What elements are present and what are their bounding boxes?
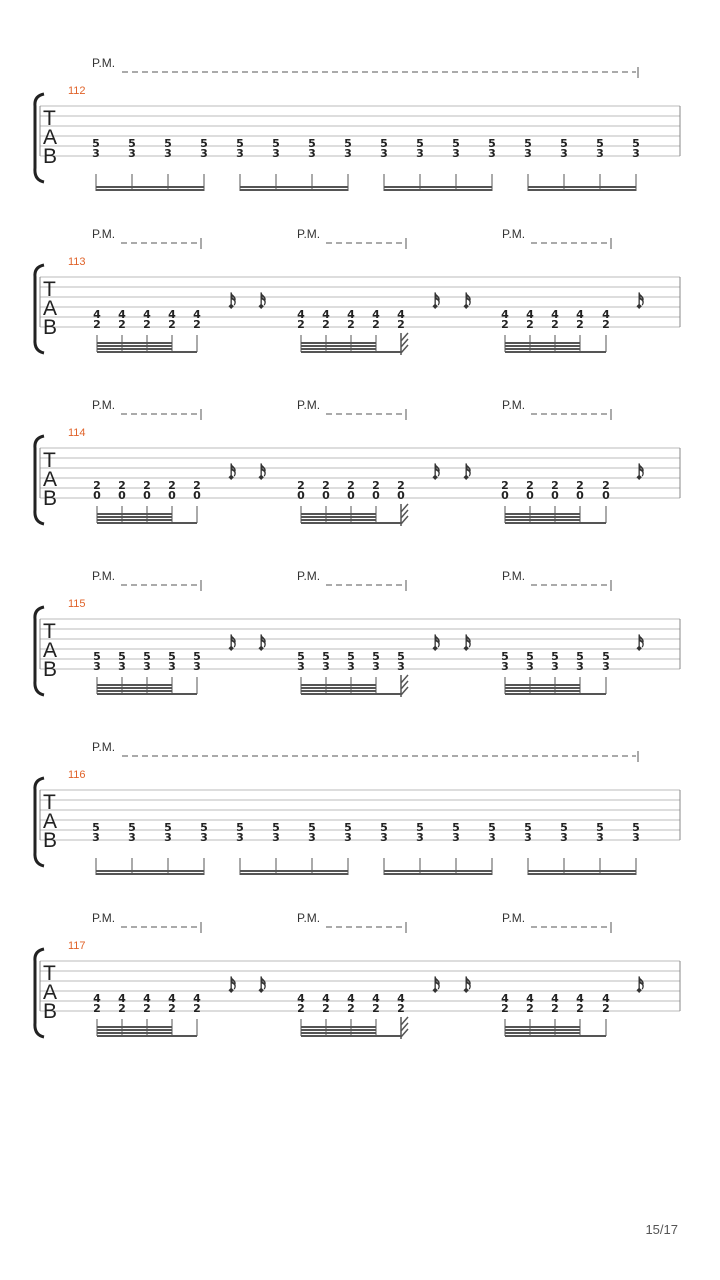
fret-number: 2 — [297, 479, 305, 492]
fret-number: 3 — [488, 831, 496, 844]
fret-number: 5 — [93, 650, 101, 663]
fret-number: 5 — [632, 821, 640, 834]
fret-number: 2 — [322, 479, 330, 492]
fret-number: 5 — [297, 650, 305, 663]
fret-number: 0 — [501, 489, 509, 502]
fret-number: 4 — [551, 992, 559, 1005]
palm-mute-label: P.M. — [92, 398, 116, 412]
fret-number: 3 — [118, 660, 126, 673]
fret-number: 5 — [560, 821, 568, 834]
fret-number: 2 — [526, 479, 534, 492]
fret-number: 5 — [236, 821, 244, 834]
palm-mute-label: P.M. — [502, 227, 526, 241]
fret-number: 5 — [200, 137, 208, 150]
fret-number: 3 — [596, 831, 604, 844]
rest-symbol: 𝆺𝅥𝅯 — [463, 461, 472, 485]
fret-number: 5 — [164, 137, 172, 150]
fret-number: 3 — [596, 147, 604, 160]
fret-number: 2 — [193, 479, 201, 492]
fret-number: 2 — [322, 318, 330, 331]
fret-number: 5 — [632, 137, 640, 150]
fret-number: 2 — [576, 1002, 584, 1015]
fret-number: 4 — [372, 992, 380, 1005]
palm-mute-label: P.M. — [297, 227, 321, 241]
fret-number: 2 — [168, 1002, 176, 1015]
rest-symbol: 𝆺𝅥𝅯 — [228, 290, 237, 314]
tab-clef-letter: A — [43, 639, 58, 662]
fret-number: 3 — [164, 147, 172, 160]
fret-number: 3 — [551, 660, 559, 673]
fret-number: 2 — [168, 318, 176, 331]
fret-number: 5 — [397, 650, 405, 663]
fret-number: 5 — [128, 137, 136, 150]
palm-mute-label: P.M. — [502, 911, 526, 925]
fret-number: 4 — [118, 308, 126, 321]
fret-number: 2 — [501, 479, 509, 492]
fret-number: 2 — [526, 1002, 534, 1015]
fret-number: 4 — [602, 308, 610, 321]
fret-number: 3 — [168, 660, 176, 673]
fret-number: 2 — [93, 1002, 101, 1015]
rest-symbol: 𝆺𝅥𝅯 — [258, 461, 267, 485]
fret-number: 2 — [501, 318, 509, 331]
fret-number: 3 — [236, 831, 244, 844]
fret-number: 4 — [576, 992, 584, 1005]
tab-clef-letter: A — [43, 468, 58, 491]
fret-number: 2 — [576, 479, 584, 492]
fret-number: 3 — [560, 831, 568, 844]
fret-number: 3 — [602, 660, 610, 673]
fret-number: 5 — [551, 650, 559, 663]
fret-number: 0 — [322, 489, 330, 502]
rest-symbol: 𝆺𝅥𝅯 — [432, 290, 441, 314]
fret-number: 3 — [272, 831, 280, 844]
fret-number: 3 — [560, 147, 568, 160]
palm-mute-label: P.M. — [502, 398, 526, 412]
fret-number: 3 — [128, 831, 136, 844]
tab-clef-letter: B — [43, 145, 58, 168]
rest-symbol: 𝆺𝅥𝅯 — [432, 974, 441, 998]
fret-number: 5 — [372, 650, 380, 663]
rest-symbol: 𝆺𝅥𝅯 — [258, 632, 267, 656]
fret-number: 3 — [416, 147, 424, 160]
fret-number: 2 — [143, 1002, 151, 1015]
fret-number: 2 — [347, 1002, 355, 1015]
fret-number: 4 — [397, 308, 405, 321]
tab-clef-letter: T — [43, 791, 56, 814]
fret-number: 5 — [560, 137, 568, 150]
tab-clef-letter: A — [43, 126, 58, 149]
fret-number: 2 — [602, 318, 610, 331]
fret-number: 5 — [344, 137, 352, 150]
measure-number: 116 — [68, 769, 86, 781]
fret-number: 2 — [322, 1002, 330, 1015]
fret-number: 5 — [488, 137, 496, 150]
fret-number: 3 — [272, 147, 280, 160]
fret-number: 2 — [93, 479, 101, 492]
fret-number: 2 — [143, 479, 151, 492]
fret-number: 3 — [164, 831, 172, 844]
palm-mute-label: P.M. — [92, 740, 116, 754]
fret-number: 5 — [602, 650, 610, 663]
fret-number: 2 — [347, 318, 355, 331]
fret-number: 3 — [576, 660, 584, 673]
palm-mute-label: P.M. — [92, 569, 116, 583]
fret-number: 5 — [596, 821, 604, 834]
fret-number: 3 — [632, 831, 640, 844]
rest-symbol: 𝆺𝅥𝅯 — [463, 632, 472, 656]
note-flag — [401, 333, 408, 355]
fret-number: 2 — [168, 479, 176, 492]
tab-clef-letter: A — [43, 810, 58, 833]
fret-number: 3 — [143, 660, 151, 673]
fret-number: 3 — [308, 147, 316, 160]
fret-number: 2 — [551, 1002, 559, 1015]
fret-number: 4 — [576, 308, 584, 321]
fret-number: 4 — [168, 992, 176, 1005]
palm-mute-label: P.M. — [92, 911, 116, 925]
fret-number: 2 — [397, 318, 405, 331]
fret-number: 3 — [372, 660, 380, 673]
fret-number: 5 — [452, 137, 460, 150]
fret-number: 3 — [380, 147, 388, 160]
fret-number: 3 — [344, 147, 352, 160]
fret-number: 5 — [308, 821, 316, 834]
fret-number: 4 — [143, 308, 151, 321]
palm-mute-label: P.M. — [502, 569, 526, 583]
fret-number: 0 — [118, 489, 126, 502]
fret-number: 4 — [526, 308, 534, 321]
fret-number: 4 — [397, 992, 405, 1005]
page-number: 15/17 — [645, 1222, 678, 1237]
fret-number: 5 — [380, 137, 388, 150]
fret-number: 2 — [118, 1002, 126, 1015]
tab-clef-letter: T — [43, 620, 56, 643]
fret-number: 3 — [200, 831, 208, 844]
rest-symbol: 𝆺𝅥𝅯 — [463, 974, 472, 998]
tab-clef-letter: B — [43, 1000, 58, 1023]
note-flag — [401, 1017, 408, 1039]
fret-number: 0 — [193, 489, 201, 502]
fret-number: 2 — [143, 318, 151, 331]
measure-number: 112 — [68, 85, 86, 97]
fret-number: 5 — [524, 137, 532, 150]
fret-number: 4 — [93, 992, 101, 1005]
tab-clef-letter: T — [43, 107, 56, 130]
fret-number: 0 — [576, 489, 584, 502]
fret-number: 5 — [380, 821, 388, 834]
fret-number: 4 — [501, 992, 509, 1005]
fret-number: 4 — [551, 308, 559, 321]
fret-number: 0 — [347, 489, 355, 502]
fret-number: 0 — [397, 489, 405, 502]
fret-number: 5 — [322, 650, 330, 663]
fret-number: 3 — [416, 831, 424, 844]
fret-number: 3 — [380, 831, 388, 844]
tab-clef-letter: B — [43, 487, 58, 510]
fret-number: 5 — [118, 650, 126, 663]
note-flag — [401, 504, 408, 526]
fret-number: 4 — [297, 992, 305, 1005]
rest-symbol: 𝆺𝅥𝅯 — [258, 974, 267, 998]
fret-number: 5 — [488, 821, 496, 834]
fret-number: 3 — [128, 147, 136, 160]
fret-number: 3 — [297, 660, 305, 673]
fret-number: 5 — [416, 137, 424, 150]
fret-number: 3 — [632, 147, 640, 160]
fret-number: 3 — [236, 147, 244, 160]
fret-number: 5 — [164, 821, 172, 834]
fret-number: 5 — [193, 650, 201, 663]
fret-number: 2 — [93, 318, 101, 331]
fret-number: 3 — [344, 831, 352, 844]
fret-number: 2 — [372, 479, 380, 492]
rest-symbol: 𝆺𝅥𝅯 — [636, 461, 645, 485]
fret-number: 0 — [143, 489, 151, 502]
fret-number: 2 — [526, 318, 534, 331]
rest-symbol: 𝆺𝅥𝅯 — [636, 632, 645, 656]
fret-number: 5 — [272, 821, 280, 834]
fret-number: 5 — [272, 137, 280, 150]
fret-number: 2 — [501, 1002, 509, 1015]
palm-mute-label: P.M. — [297, 569, 321, 583]
fret-number: 5 — [143, 650, 151, 663]
palm-mute-label: P.M. — [92, 56, 116, 70]
fret-number: 2 — [193, 1002, 201, 1015]
fret-number: 5 — [526, 650, 534, 663]
fret-number: 2 — [397, 479, 405, 492]
tab-clef-letter: B — [43, 658, 58, 681]
fret-number: 4 — [347, 992, 355, 1005]
fret-number: 2 — [372, 1002, 380, 1015]
fret-number: 2 — [397, 1002, 405, 1015]
fret-number: 5 — [524, 821, 532, 834]
rest-symbol: 𝆺𝅥𝅯 — [432, 461, 441, 485]
fret-number: 3 — [92, 147, 100, 160]
fret-number: 3 — [524, 831, 532, 844]
fret-number: 4 — [347, 308, 355, 321]
fret-number: 4 — [168, 308, 176, 321]
tab-clef-letter: T — [43, 449, 56, 472]
fret-number: 4 — [297, 308, 305, 321]
palm-mute-label: P.M. — [297, 398, 321, 412]
fret-number: 3 — [488, 147, 496, 160]
fret-number: 5 — [347, 650, 355, 663]
fret-number: 5 — [236, 137, 244, 150]
fret-number: 2 — [193, 318, 201, 331]
fret-number: 5 — [200, 821, 208, 834]
fret-number: 4 — [526, 992, 534, 1005]
fret-number: 3 — [452, 831, 460, 844]
fret-number: 2 — [551, 479, 559, 492]
fret-number: 5 — [576, 650, 584, 663]
fret-number: 0 — [551, 489, 559, 502]
fret-number: 2 — [372, 318, 380, 331]
fret-number: 3 — [193, 660, 201, 673]
palm-mute-label: P.M. — [297, 911, 321, 925]
note-flag — [401, 675, 408, 697]
fret-number: 4 — [322, 308, 330, 321]
tab-clef-letter: B — [43, 316, 58, 339]
rest-symbol: 𝆺𝅥𝅯 — [228, 461, 237, 485]
fret-number: 4 — [118, 992, 126, 1005]
fret-number: 0 — [168, 489, 176, 502]
fret-number: 3 — [397, 660, 405, 673]
measure-number: 114 — [68, 427, 86, 439]
rest-symbol: 𝆺𝅥𝅯 — [432, 632, 441, 656]
fret-number: 3 — [452, 147, 460, 160]
tab-clef-letter: A — [43, 981, 58, 1004]
rest-symbol: 𝆺𝅥𝅯 — [636, 290, 645, 314]
fret-number: 5 — [128, 821, 136, 834]
fret-number: 4 — [501, 308, 509, 321]
palm-mute-label: P.M. — [92, 227, 116, 241]
measure-number: 117 — [68, 940, 86, 952]
fret-number: 3 — [526, 660, 534, 673]
fret-number: 4 — [602, 992, 610, 1005]
fret-number: 3 — [92, 831, 100, 844]
fret-number: 0 — [372, 489, 380, 502]
fret-number: 5 — [416, 821, 424, 834]
fret-number: 4 — [322, 992, 330, 1005]
fret-number: 0 — [602, 489, 610, 502]
fret-number: 5 — [501, 650, 509, 663]
rest-symbol: 𝆺𝅥𝅯 — [228, 974, 237, 998]
fret-number: 3 — [308, 831, 316, 844]
fret-number: 2 — [118, 318, 126, 331]
fret-number: 4 — [372, 308, 380, 321]
fret-number: 5 — [596, 137, 604, 150]
tab-clef-letter: T — [43, 962, 56, 985]
fret-number: 5 — [452, 821, 460, 834]
rest-symbol: 𝆺𝅥𝅯 — [636, 974, 645, 998]
fret-number: 0 — [93, 489, 101, 502]
fret-number: 3 — [524, 147, 532, 160]
tab-clef-letter: T — [43, 278, 56, 301]
fret-number: 3 — [322, 660, 330, 673]
fret-number: 2 — [297, 318, 305, 331]
fret-number: 5 — [308, 137, 316, 150]
fret-number: 2 — [551, 318, 559, 331]
fret-number: 2 — [347, 479, 355, 492]
fret-number: 3 — [501, 660, 509, 673]
fret-number: 5 — [92, 821, 100, 834]
fret-number: 2 — [602, 479, 610, 492]
measure-number: 115 — [68, 598, 86, 610]
fret-number: 4 — [193, 992, 201, 1005]
fret-number: 5 — [168, 650, 176, 663]
fret-number: 3 — [347, 660, 355, 673]
tab-clef-letter: A — [43, 297, 58, 320]
measure-number: 113 — [68, 256, 86, 268]
fret-number: 5 — [344, 821, 352, 834]
fret-number: 0 — [297, 489, 305, 502]
fret-number: 3 — [93, 660, 101, 673]
rest-symbol: 𝆺𝅥𝅯 — [463, 290, 472, 314]
rest-symbol: 𝆺𝅥𝅯 — [228, 632, 237, 656]
fret-number: 4 — [143, 992, 151, 1005]
fret-number: 4 — [93, 308, 101, 321]
rest-symbol: 𝆺𝅥𝅯 — [258, 290, 267, 314]
fret-number: 2 — [602, 1002, 610, 1015]
fret-number: 2 — [576, 318, 584, 331]
fret-number: 2 — [297, 1002, 305, 1015]
fret-number: 4 — [193, 308, 201, 321]
fret-number: 5 — [92, 137, 100, 150]
fret-number: 0 — [526, 489, 534, 502]
fret-number: 2 — [118, 479, 126, 492]
fret-number: 3 — [200, 147, 208, 160]
tab-clef-letter: B — [43, 829, 58, 852]
